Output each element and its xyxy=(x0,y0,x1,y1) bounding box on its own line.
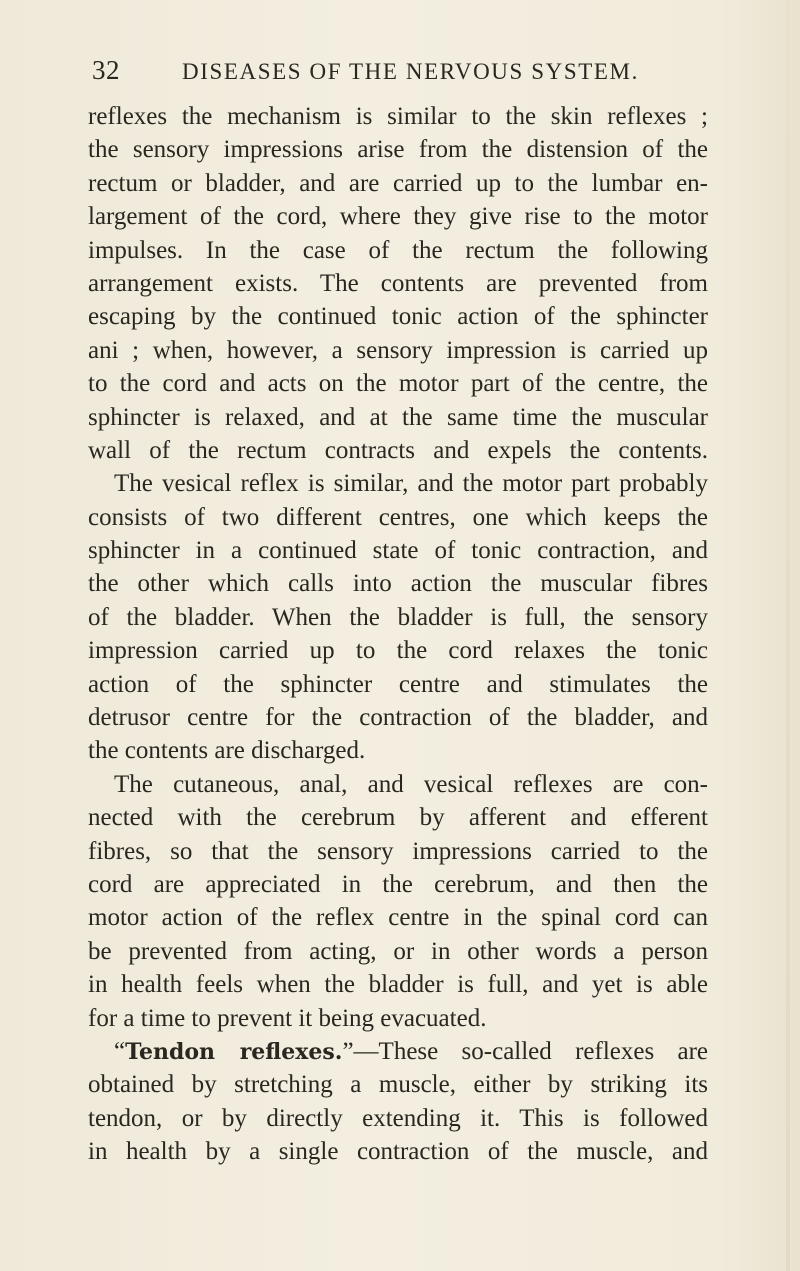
text-line: reflexes the mechanism is similar to the skin reflexes ; xyxy=(88,103,708,130)
text-line: ani ; when, however, a sensory impression is carried up xyxy=(88,336,708,364)
text-line: fibres, so that the sensory impressions carried to the xyxy=(88,837,708,865)
text-line: nected with the cerebrum by afferent and efferent xyxy=(88,804,708,832)
text-line: wall of the rectum contracts and expels the contents. xyxy=(88,436,708,464)
page-header xyxy=(92,55,712,95)
text-line: motor action of the reflex centre in the spinal cord can xyxy=(88,904,708,932)
text-line: be prevented from acting, or in other words a person xyxy=(88,937,708,965)
text-line: detrusor centre for the contraction of the bladder, and xyxy=(88,704,708,732)
body-text xyxy=(88,100,708,1169)
text-line: cord are appreciated in the cerebrum, and then the xyxy=(88,870,708,898)
text-line: tendon, or by directly extending it. This is followed xyxy=(88,1104,708,1132)
text-line: the contents are discharged. xyxy=(88,737,366,765)
tendon-reflexes-line xyxy=(88,1035,708,1068)
text-line: sphincter in a continued state of tonic contraction, and xyxy=(88,537,708,565)
text-line: sphincter is relaxed, and at the same time the muscular xyxy=(88,403,708,431)
text-line: impulses. In the case of the rectum the following xyxy=(88,236,708,264)
text-line: to the cord and acts on the motor part of the centre, the xyxy=(88,370,708,398)
text-line: impression carried up to the cord relaxes the tonic xyxy=(88,637,708,665)
text-line: escaping by the continued tonic action of the sphincter xyxy=(88,303,708,331)
text-line: in health feels when the bladder is full, and yet is able xyxy=(88,971,708,999)
open-quote: “ xyxy=(114,1037,126,1065)
text-line: The vesical reflex is similar, and the motor part probably xyxy=(114,470,708,498)
text-line: of the bladder. When the bladder is full, the sensory xyxy=(88,603,708,631)
text-line: arrangement exists. The contents are prevented from xyxy=(88,269,708,297)
text-line: the sensory impressions arise from the distension of the xyxy=(88,136,708,164)
text-line: action of the sphincter centre and stimulates the xyxy=(88,670,708,698)
page-number: 32 xyxy=(92,55,120,85)
section-heading-tendon-reflexes: Tendon reflexes. xyxy=(125,1038,343,1065)
text-line: for a time to prevent it being evacuated. xyxy=(88,1004,487,1032)
text-line: obtained by stretching a muscle, either by striking its xyxy=(88,1071,708,1099)
running-head: DISEASES OF THE NERVOUS SYSTEM. xyxy=(182,59,639,84)
text-line: rectum or bladder, and are carried up to the lumbar en- xyxy=(88,169,708,197)
text-line: largement of the cord, where they give rise to the motor xyxy=(88,203,708,231)
page-edge-shadow xyxy=(786,0,790,1271)
tendon-line-rest: ”—These so-called reflexes are xyxy=(342,1037,708,1065)
text-line: The cutaneous, anal, and vesical reflexes are con- xyxy=(114,770,708,798)
text-line: consists of two different centres, one which keeps the xyxy=(88,503,708,531)
text-line: the other which calls into action the muscular fibres xyxy=(88,570,708,598)
text-line: in health by a single contraction of the muscle, and xyxy=(88,1138,708,1166)
